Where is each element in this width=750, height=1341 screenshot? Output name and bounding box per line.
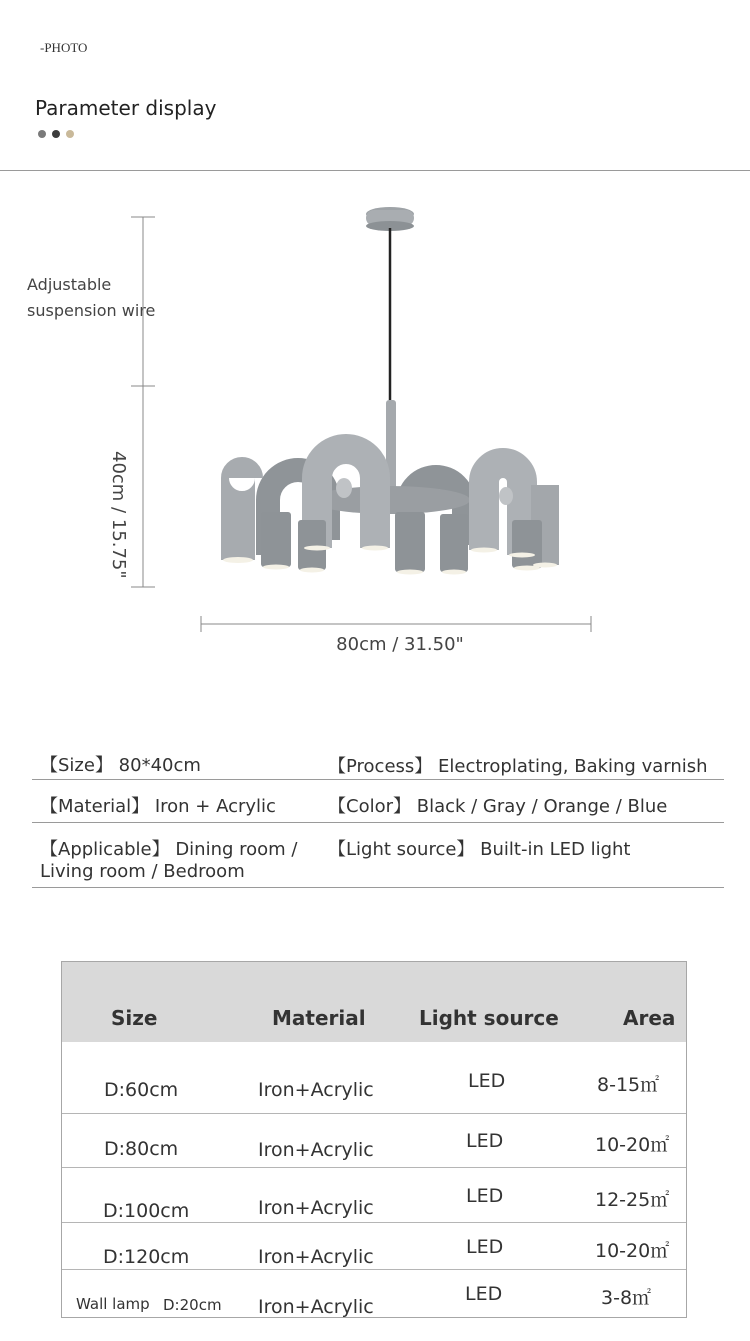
cell-size: D:120cm [103,1246,190,1268]
table-row [62,1114,686,1168]
cell-light: LED [465,1283,503,1305]
param-process: 【Process】 Electroplating, Baking varnish [328,756,708,777]
height-dimension-label: 40cm / 15.75" [108,451,129,579]
spec-table [61,961,687,1318]
table-row [62,1223,686,1270]
table-row [62,1270,686,1317]
param-size: 【Size】 80*40cm [40,755,201,776]
photo-tag: -PHOTO [40,40,88,55]
header-light-source: Light source [419,1006,559,1030]
param-applicable-line2: Living room / Bedroom [40,861,245,882]
param-row [32,740,724,780]
cell-size: D:60cm [104,1079,179,1101]
cell-material: Iron+Acrylic [258,1079,374,1101]
cell-size-prefix: Wall lamp [76,1295,150,1313]
cell-light: LED [466,1130,504,1152]
cell-light: LED [466,1185,504,1207]
cell-material: Iron+Acrylic [258,1246,374,1268]
param-color: 【Color】 Black / Gray / Orange / Blue [328,796,668,817]
section-title: Parameter display [35,96,217,120]
spec-table-header [62,962,686,1042]
header-material: Material [272,1006,366,1030]
table-row [62,1168,686,1223]
cell-light: LED [468,1070,506,1092]
cell-area: 3-8㎡ [601,1287,652,1309]
table-row [62,1042,686,1114]
param-light-source: 【Light source】 Built-in LED light [328,839,631,860]
cell-area: 12-25㎡ [595,1189,670,1211]
header-area: Area [623,1006,676,1030]
lamp-canopy [366,207,414,231]
width-dimension-label: 80cm / 31.50" [336,634,464,655]
param-applicable-line1: 【Applicable】 Dining room / [40,839,298,860]
light-tubes [261,512,542,572]
cell-size: D:100cm [103,1200,190,1222]
cell-size: D:20cm [163,1296,222,1314]
cell-material: Iron+Acrylic [258,1139,374,1161]
param-row [32,823,724,888]
height-dimension-line [131,217,155,587]
param-row [32,780,724,823]
cell-light: LED [466,1236,504,1258]
cell-area: 8-15㎡ [597,1074,660,1096]
wire-label-line1: Adjustable [27,275,112,294]
cell-material: Iron+Acrylic [258,1197,374,1219]
parameter-list [32,740,724,888]
header-size: Size [111,1006,158,1030]
width-dimension-line [201,616,591,632]
param-material: 【Material】 Iron + Acrylic [40,796,276,817]
wire-label-line2: suspension wire [27,301,156,320]
cell-material: Iron+Acrylic [258,1296,374,1318]
cell-size: D:80cm [104,1138,179,1160]
cell-area: 10-20㎡ [595,1240,670,1262]
cell-area: 10-20㎡ [595,1134,670,1156]
